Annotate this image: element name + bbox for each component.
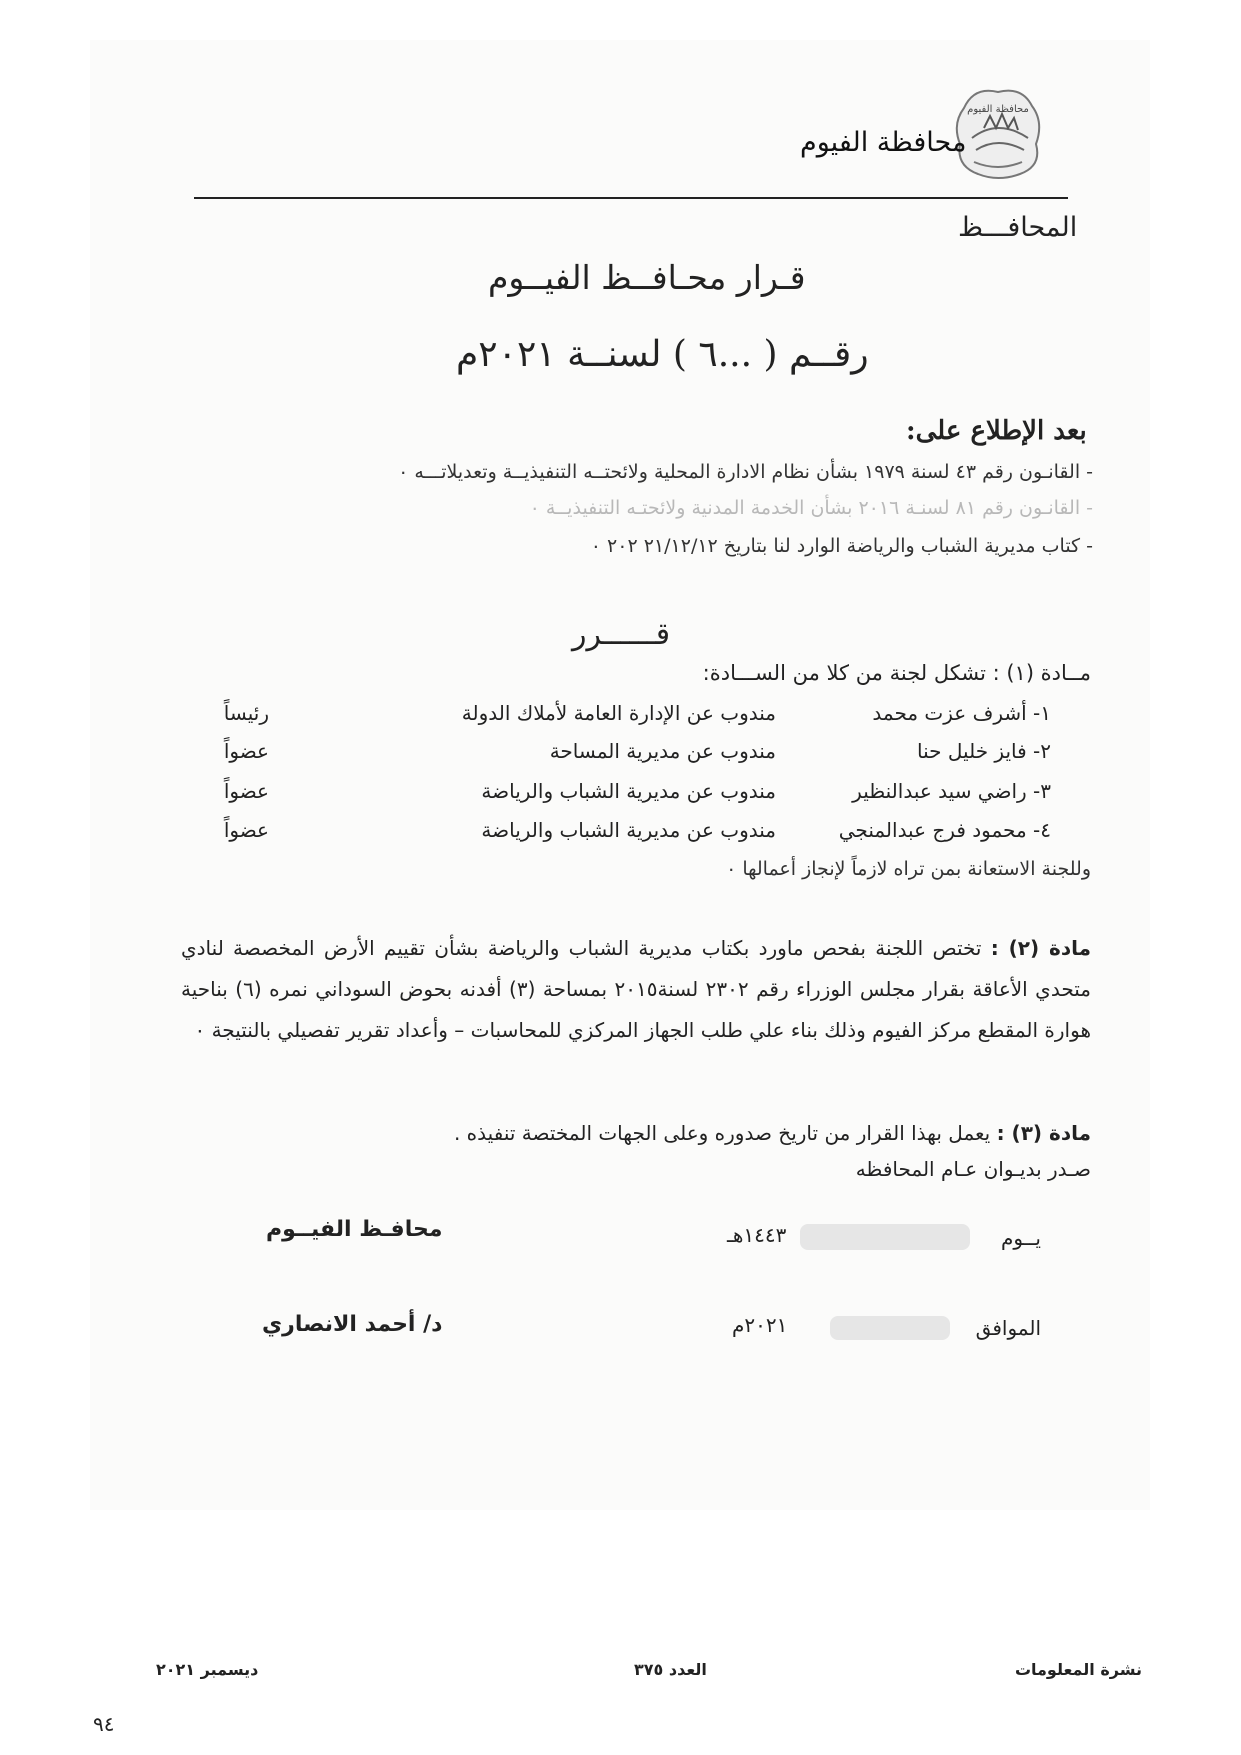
article-1-text: مــادة (١) : تشكل لجنة من كلا من الســـادة:	[702, 661, 1091, 685]
handwritten-date-smudge	[830, 1316, 950, 1340]
issued-at: صـدر بديـوان عـام المحافظه	[855, 1157, 1091, 1181]
committee-note: وللجنة الاستعانة بمن تراه لازماً لإنجاز أعمالها ٠	[726, 858, 1091, 880]
article-3-text: يعمل بهذا القرار من تاريخ صدوره وعلى الجهات المختصة تنفيذه .	[453, 1121, 991, 1145]
governor-name: د/ أحمد الانصاري	[262, 1312, 443, 1337]
member-name: ١- أشرف عزت محمد	[872, 701, 1051, 725]
handwritten-date-smudge	[800, 1224, 970, 1250]
article-2	[181, 928, 1091, 1051]
member-position: عضواً	[223, 739, 269, 763]
footer-date: ديسمبر ٢٠٢١	[156, 1660, 259, 1679]
hijri-year: ١٤٤٣هـ	[727, 1223, 787, 1247]
after-review-heading: بعد الإطلاع على:	[906, 416, 1087, 446]
member-role: مندوب عن مديرية المساحة	[549, 739, 776, 763]
member-name: ٤- محمود فرج عبدالمنجي	[838, 818, 1051, 842]
reference-line: - القانـون رقم ٤٣ لسنة ١٩٧٩ بشأن نظام الادارة المحلية ولائحتــه التنفيذيــة وتعديلاتـــه ٠	[398, 461, 1093, 483]
governorate-header: محافظة الفيوم	[800, 127, 967, 158]
member-name: ٢- فايز خليل حنا	[917, 739, 1051, 763]
footer-bulletin: نشرة المعلومات	[1014, 1660, 1142, 1679]
governor-title: محافـظ الفيــوم	[266, 1217, 443, 1242]
header-divider	[194, 197, 1068, 199]
decided-heading: قــــــرر	[572, 617, 671, 652]
agree-label: الموافق	[975, 1316, 1041, 1340]
day-label: يــوم	[1001, 1226, 1041, 1250]
office-label: المحافـــظ	[958, 212, 1078, 243]
member-position: عضواً	[223, 779, 269, 803]
decree-number: رقــم ( ...٦ ) لسنــة ٢٠٢١م	[456, 334, 869, 375]
member-position: عضواً	[223, 818, 269, 842]
gregorian-year: ٢٠٢١م	[732, 1313, 788, 1337]
member-role: مندوب عن مديرية الشباب والرياضة	[481, 818, 776, 842]
page-number: ٩٤	[93, 1712, 115, 1736]
article-2-text: تختص اللجنة بفحص ماورد بكتاب مديرية الشباب والرياضة بشأن تقييم الأرض المخصصة لنادي متحدي الأعاقة بقرار مجلس الوزراء رقم ٢٣٠٢ لسنة٢٠١٥ بمساحة (٣) أفدنه بحوض السوداني نمره (٦) بناحية هوارة المقطع مركز الفيوم وذلك بناء علي طلب الجهاز المركزي للمحاسبات – وأعداد تقرير تفصيلي بالنتيجة ٠	[181, 936, 1091, 1042]
reference-line: - القانـون رقم ٨١ لسنـة ٢٠١٦ بشأن الخدمة المدنية ولائحتـه التنفيذيــة ٠	[529, 497, 1093, 519]
decree-title: قـرار محـافــظ الفيــوم	[488, 258, 806, 297]
member-name: ٣- راضي سيد عبدالنظير	[852, 779, 1051, 803]
article-3-label: مادة (٣) :	[996, 1121, 1091, 1145]
article-2-label: مادة (٢) :	[990, 936, 1091, 960]
reference-line: - كتاب مديرية الشباب والرياضة الوارد لنا بتاريخ ٢١/١٢/١٢ ٢٠٢ ٠	[590, 535, 1093, 557]
footer-issue: العدد ٣٧٥	[634, 1660, 707, 1679]
member-position: رئيساً	[223, 701, 269, 725]
seal-text: محافظة الفيوم	[967, 104, 1029, 115]
article-3	[454, 1121, 1091, 1145]
member-role: مندوب عن الإدارة العامة لأملاك الدولة	[461, 701, 776, 725]
member-role: مندوب عن مديرية الشباب والرياضة	[481, 779, 776, 803]
